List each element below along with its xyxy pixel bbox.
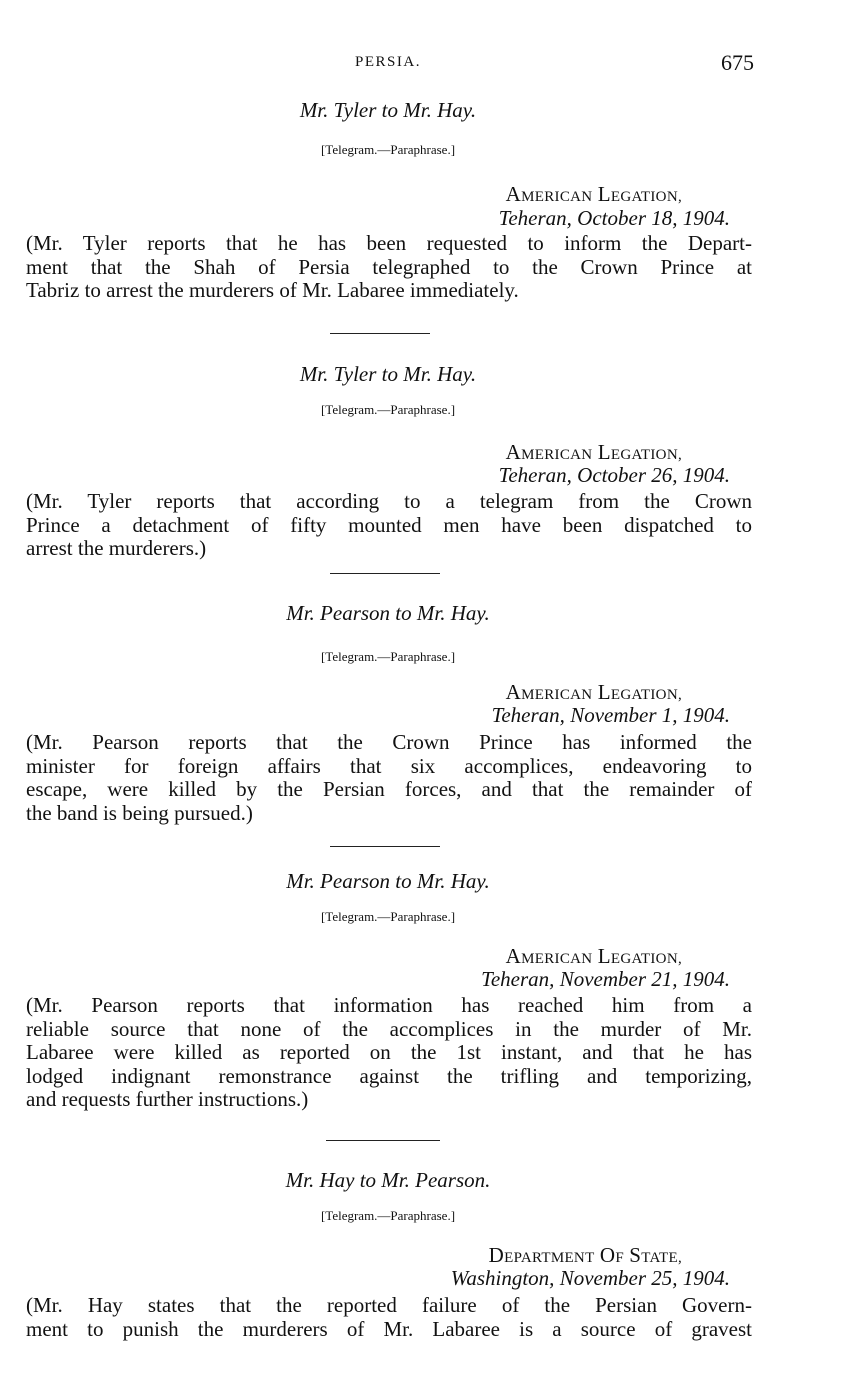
place-date: November 25, 1904. — [559, 1266, 730, 1290]
page-number: 675 — [721, 50, 754, 75]
place-date-line — [481, 967, 730, 992]
section-divider — [330, 573, 440, 574]
paragraph-line: (Mr. Tyler reports that according to a telegram from the Crown — [26, 489, 752, 513]
legation-line: AMERICAN LEGATION, — [505, 182, 682, 206]
place-date: October 18, 1904. — [577, 206, 730, 230]
paragraph-line: (Mr. Hay states that the reported failure of the Persian Govern- — [26, 1293, 752, 1317]
place-city: Teheran, — [498, 463, 572, 487]
entry-heading: Mr. Tyler to Mr. Hay. — [299, 98, 477, 122]
place-date-line — [451, 1266, 730, 1291]
paragraph-line: (Mr. Pearson reports that the Crown Prince has informed the — [26, 730, 752, 754]
telegram-note: [Telegram.—Paraphrase.] — [320, 649, 456, 664]
paragraph-line: ment to punish the murderers of Mr. Labaree is a source of gravest — [26, 1316, 752, 1341]
place-date: November 21, 1904. — [559, 967, 730, 991]
telegram-note: [Telegram.—Paraphrase.] — [320, 142, 456, 157]
entry-heading: Mr. Pearson to Mr. Hay. — [286, 869, 490, 893]
paragraph-line: reliable source that none of the accomplices in the murder of Mr. — [26, 1016, 752, 1041]
paragraph-line: and requests further instructions.) — [26, 1087, 309, 1111]
legation-line: AMERICAN LEGATION, — [505, 944, 682, 968]
paragraph-line: ment that the Shah of Persia telegraphed to the Crown Prince at — [26, 254, 752, 279]
entry-paragraph — [26, 1294, 752, 1341]
entry-paragraph — [26, 232, 752, 303]
paragraph-line: (Mr. Tyler reports that he has been requested to inform the Depart- — [26, 231, 752, 255]
entry-heading: Mr. Hay to Mr. Pearson. — [285, 1168, 491, 1192]
place-city: Teheran, — [481, 967, 555, 991]
entry-paragraph — [26, 490, 752, 561]
paragraph-line: Prince a detachment of fifty mounted men have been dispatched to — [26, 512, 752, 537]
paragraph-line: minister for foreign affairs that six accomplices, endeavoring to — [26, 753, 752, 778]
paragraph-line: lodged indignant remonstrance against the trifling and temporizing, — [26, 1063, 752, 1088]
paragraph-line: arrest the murderers.) — [26, 536, 207, 560]
legation-line: AMERICAN LEGATION, — [505, 440, 682, 464]
telegram-note: [Telegram.—Paraphrase.] — [320, 909, 456, 924]
place-city: Teheran, — [498, 206, 572, 230]
place-date: October 26, 1904. — [577, 463, 730, 487]
running-head — [0, 50, 864, 78]
entry-paragraph — [26, 994, 752, 1112]
place-date-line — [499, 206, 730, 231]
place-date: November 1, 1904. — [570, 703, 730, 727]
section-divider — [326, 1140, 440, 1141]
paragraph-line: (Mr. Pearson reports that information has reached him from a — [26, 993, 752, 1017]
legation-line: AMERICAN LEGATION, — [505, 680, 682, 704]
section-divider — [330, 333, 430, 334]
paragraph-line: the band is being pursued.) — [26, 800, 253, 825]
entry-heading: Mr. Pearson to Mr. Hay. — [286, 601, 490, 625]
telegram-note: [Telegram.—Paraphrase.] — [320, 402, 456, 417]
legation-line: DEPARTMENT OF STATE, — [488, 1243, 682, 1267]
entry-heading: Mr. Tyler to Mr. Hay. — [299, 362, 477, 386]
telegram-note: [Telegram.—Paraphrase.] — [320, 1208, 456, 1223]
paragraph-line: escape, were killed by the Persian forces, and that the remainder of — [26, 777, 752, 801]
place-city: Washington, — [450, 1266, 555, 1290]
entry-paragraph — [26, 731, 752, 825]
place-city: Teheran, — [491, 703, 565, 727]
paragraph-line: Tabriz to arrest the murderers of Mr. Labaree immediately. — [26, 278, 519, 302]
place-date-line — [499, 463, 730, 488]
paragraph-line: Labaree were killed as reported on the 1st instant, and that he has — [26, 1040, 752, 1064]
place-date-line — [492, 703, 730, 728]
section-divider — [330, 846, 440, 847]
running-title: PERSIA. — [355, 54, 421, 70]
